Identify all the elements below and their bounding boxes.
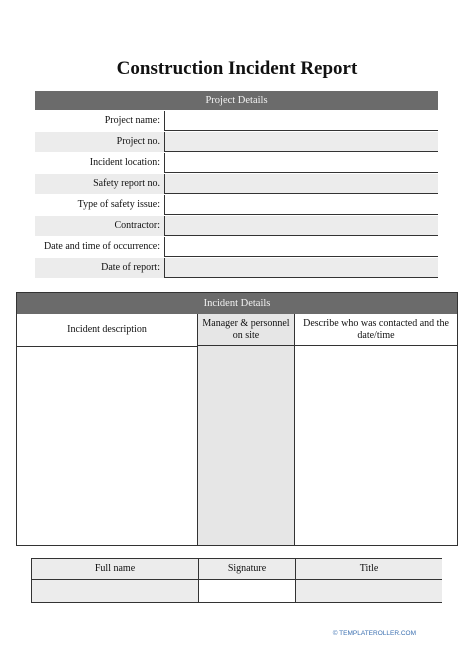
full-name-header: Full name xyxy=(32,559,198,580)
project-no-field[interactable] xyxy=(164,132,438,152)
field-label: Project name: xyxy=(104,115,160,126)
project-details-heading: Project Details xyxy=(35,91,438,110)
title-header: Title xyxy=(295,559,442,580)
signature-table xyxy=(31,558,442,603)
field-label: Safety report no. xyxy=(35,174,164,194)
field-date-of-report xyxy=(35,258,438,278)
footer-credit[interactable]: © TEMPLATEROLLER.COM xyxy=(332,630,416,637)
field-incident-location xyxy=(35,153,438,173)
field-label: Project no. xyxy=(35,132,164,152)
field-type-of-safety-issue xyxy=(35,195,438,215)
date-time-occurrence-field[interactable] xyxy=(164,237,438,257)
incident-details-table xyxy=(16,292,458,546)
incident-description-header: Incident description xyxy=(17,314,197,347)
field-project-no xyxy=(35,132,438,152)
contacted-column[interactable] xyxy=(294,314,458,545)
field-label: Date of report: xyxy=(35,258,164,278)
signature-field[interactable] xyxy=(198,580,295,602)
manager-personnel-column[interactable] xyxy=(197,314,294,545)
field-label: Date and time of occurrence: xyxy=(43,241,160,252)
project-name-field[interactable] xyxy=(164,111,438,131)
incident-location-field[interactable] xyxy=(164,153,438,173)
field-label: Type of safety issue: xyxy=(77,199,160,210)
incident-description-column[interactable] xyxy=(17,314,197,545)
field-contractor xyxy=(35,216,438,236)
field-project-name xyxy=(35,111,438,131)
contractor-field[interactable] xyxy=(164,216,438,236)
signature-header: Signature xyxy=(198,559,295,580)
incident-details-heading: Incident Details xyxy=(17,293,457,314)
field-safety-report-no xyxy=(35,174,438,194)
field-date-time-occurrence xyxy=(35,237,438,257)
manager-personnel-header: Manager & personnel on site xyxy=(198,314,294,346)
page-title: Construction Incident Report xyxy=(116,58,358,79)
date-of-report-field[interactable] xyxy=(164,258,438,278)
field-label: Contractor: xyxy=(35,216,164,236)
title-field[interactable] xyxy=(295,580,442,602)
full-name-field[interactable] xyxy=(32,580,198,602)
contacted-header: Describe who was contacted and the date/time xyxy=(295,314,457,346)
safety-report-no-field[interactable] xyxy=(164,174,438,194)
field-label: Incident location: xyxy=(89,157,160,168)
type-of-safety-issue-field[interactable] xyxy=(164,195,438,215)
